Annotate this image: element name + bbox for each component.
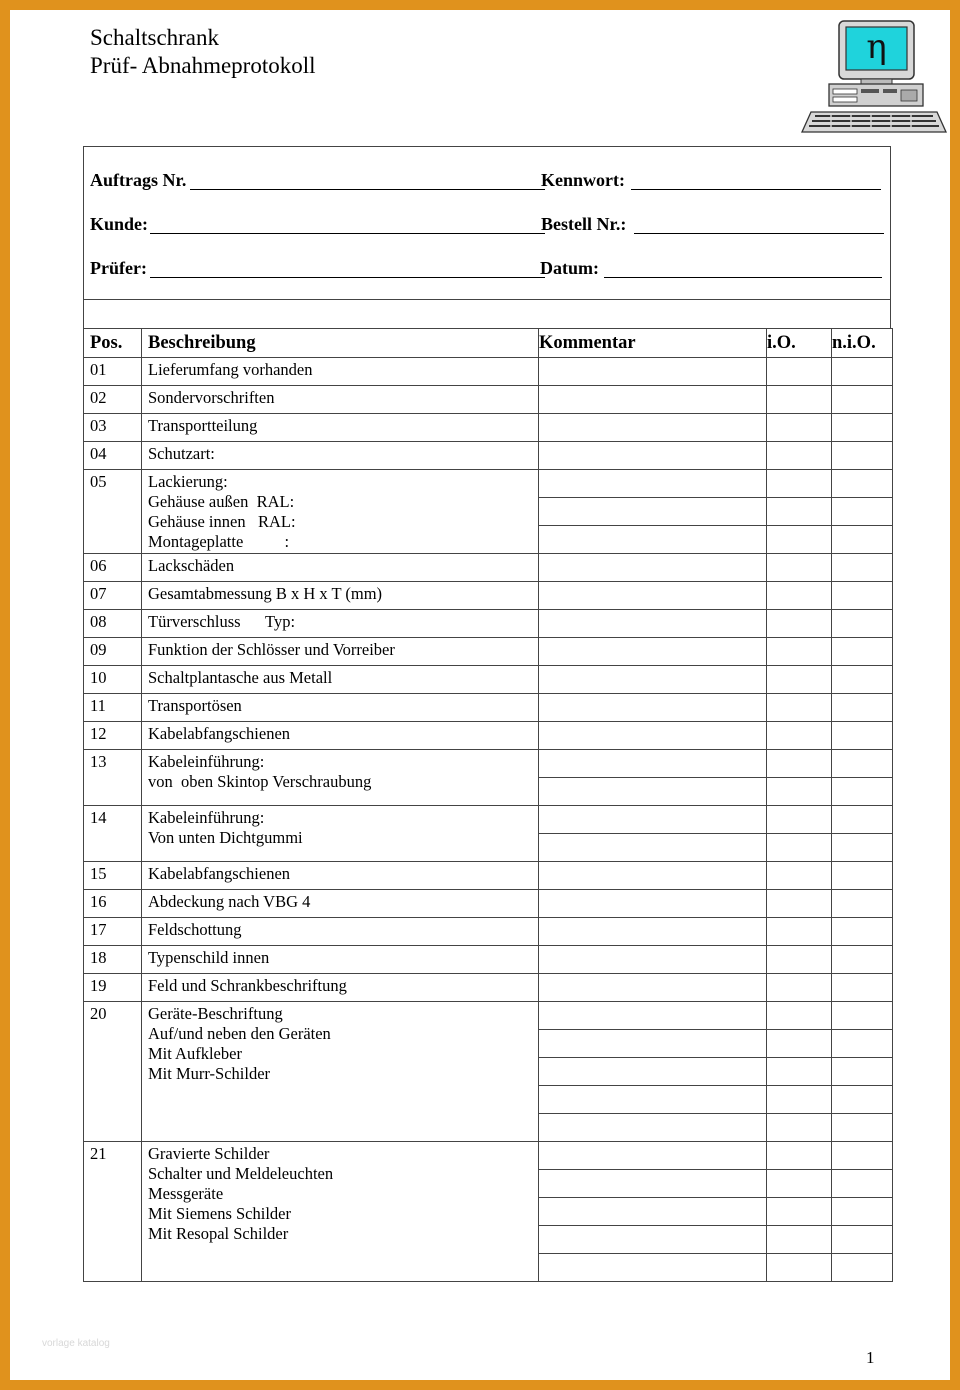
description-line: Kabeleinführung: — [148, 752, 265, 771]
table-row — [84, 694, 893, 722]
kommentar-cell[interactable] — [539, 806, 767, 834]
table-row — [84, 862, 893, 890]
kommentar-cell[interactable] — [539, 750, 767, 778]
title-line-1: Schaltschrank — [90, 25, 220, 50]
nio-checkbox-cell[interactable] — [832, 1114, 893, 1142]
nio-checkbox-cell[interactable] — [832, 582, 893, 610]
kommentar-cell[interactable] — [539, 974, 767, 1002]
io-checkbox-cell[interactable] — [767, 806, 832, 834]
nio-checkbox-cell[interactable] — [832, 946, 893, 974]
pruefer-field[interactable] — [90, 258, 545, 284]
kommentar-cell[interactable] — [539, 386, 767, 414]
description-cell — [142, 666, 539, 694]
pos-cell: 19 — [84, 974, 142, 1002]
nio-checkbox-cell[interactable] — [832, 498, 893, 526]
description-line: Sondervorschriften — [148, 388, 275, 407]
kommentar-cell[interactable] — [539, 582, 767, 610]
title-line-2: Prüf- Abnahmeprotokoll — [90, 53, 316, 78]
kommentar-cell[interactable] — [539, 694, 767, 722]
bestell-nr-label: Bestell Nr.: — [541, 214, 627, 234]
datum-line — [604, 277, 882, 278]
io-checkbox-cell[interactable] — [767, 750, 832, 778]
kunde-label: Kunde: — [90, 214, 149, 234]
kommentar-cell[interactable] — [539, 862, 767, 890]
nio-checkbox-cell[interactable] — [832, 974, 893, 1002]
table-body — [84, 358, 893, 1282]
description-line: Mit Aufkleber — [148, 1044, 242, 1063]
description-cell — [142, 386, 539, 414]
bestell-nr-field[interactable] — [541, 214, 884, 240]
io-checkbox-cell[interactable] — [767, 1002, 832, 1030]
pruefer-label: Prüfer: — [90, 258, 147, 278]
description-line: Mit Resopal Schilder — [148, 1224, 289, 1243]
description-line: Abdeckung nach VBG 4 — [148, 892, 311, 911]
table-row — [84, 554, 893, 582]
nio-checkbox-cell[interactable] — [832, 358, 893, 386]
nio-checkbox-cell[interactable] — [832, 834, 893, 862]
pos-cell: 07 — [84, 582, 142, 610]
description-line: Messgeräte — [148, 1184, 224, 1203]
eta-glyph: η — [866, 27, 887, 67]
nio-checkbox-cell[interactable] — [832, 386, 893, 414]
nio-checkbox-cell[interactable] — [832, 1226, 893, 1254]
kommentar-cell[interactable] — [539, 554, 767, 582]
pos-cell: 10 — [84, 666, 142, 694]
pos-cell: 08 — [84, 610, 142, 638]
nio-checkbox-cell[interactable] — [832, 918, 893, 946]
io-checkbox-cell[interactable] — [767, 834, 832, 862]
kommentar-cell[interactable] — [539, 1170, 767, 1198]
io-checkbox-cell[interactable] — [767, 1114, 832, 1142]
io-checkbox-cell[interactable] — [767, 722, 832, 750]
description-line: Transportteilung — [148, 416, 258, 435]
table-header-row — [84, 329, 893, 358]
description-cell — [142, 638, 539, 666]
pos-cell: 14 — [84, 806, 142, 862]
description-cell — [142, 358, 539, 386]
pos-cell: 04 — [84, 442, 142, 470]
description-line: Schalter und Meldeleuchten — [148, 1164, 334, 1183]
pruefer-line — [150, 277, 545, 278]
kommentar-cell[interactable] — [539, 1142, 767, 1170]
description-line: von oben Skintop Verschraubung — [148, 772, 372, 791]
io-checkbox-cell[interactable] — [767, 918, 832, 946]
description-cell — [142, 750, 539, 806]
io-checkbox-cell[interactable] — [767, 974, 832, 1002]
kommentar-cell[interactable] — [539, 1198, 767, 1226]
io-checkbox-cell[interactable] — [767, 498, 832, 526]
description-line: Von unten Dichtgummi — [148, 828, 303, 847]
nio-checkbox-cell[interactable] — [832, 666, 893, 694]
datum-field[interactable] — [540, 258, 882, 284]
io-checkbox-cell[interactable] — [767, 1226, 832, 1254]
kommentar-cell[interactable] — [539, 498, 767, 526]
nio-checkbox-cell[interactable] — [832, 1198, 893, 1226]
kommentar-cell[interactable] — [539, 442, 767, 470]
pos-cell: 21 — [84, 1142, 142, 1282]
nio-checkbox-cell[interactable] — [832, 442, 893, 470]
nio-checkbox-cell[interactable] — [832, 1254, 893, 1282]
kommentar-cell[interactable] — [539, 834, 767, 862]
kommentar-cell[interactable] — [539, 470, 767, 498]
description-line: Mit Siemens Schilder — [148, 1204, 291, 1223]
description-line: Funktion der Schlösser und Vorreiber — [148, 640, 395, 659]
pos-cell: 05 — [84, 470, 142, 554]
description-line: Montageplatte : — [148, 532, 290, 551]
description-cell — [142, 1002, 539, 1142]
nio-checkbox-cell[interactable] — [832, 778, 893, 806]
kommentar-cell[interactable] — [539, 946, 767, 974]
table-row — [84, 666, 893, 694]
kennwort-label: Kennwort: — [541, 170, 625, 190]
pos-cell: 01 — [84, 358, 142, 386]
description-line: Kabeleinführung: — [148, 808, 265, 827]
header-spacer — [83, 299, 891, 329]
kommentar-cell[interactable] — [539, 666, 767, 694]
description-cell — [142, 610, 539, 638]
nio-checkbox-cell[interactable] — [832, 806, 893, 834]
description-line: Transportösen — [148, 696, 242, 715]
io-checkbox-cell[interactable] — [767, 890, 832, 918]
table-row — [84, 1002, 893, 1030]
io-checkbox-cell[interactable] — [767, 694, 832, 722]
description-cell — [142, 442, 539, 470]
pos-cell: 11 — [84, 694, 142, 722]
description-line: Kabelabfangschienen — [148, 724, 291, 743]
order-info-box — [83, 146, 891, 300]
table-row — [84, 638, 893, 666]
kommentar-cell[interactable] — [539, 526, 767, 554]
io-checkbox-cell[interactable] — [767, 414, 832, 442]
kennwort-field[interactable] — [541, 170, 881, 196]
auftrags-nr-field[interactable] — [90, 170, 545, 196]
description-cell — [142, 890, 539, 918]
kennwort-line — [631, 189, 881, 190]
io-checkbox-cell[interactable] — [767, 470, 832, 498]
description-line: Kabelabfangschienen — [148, 864, 291, 883]
io-checkbox-cell[interactable] — [767, 358, 832, 386]
kommentar-cell[interactable] — [539, 1058, 767, 1086]
kunde-line — [150, 233, 545, 234]
pos-cell: 13 — [84, 750, 142, 806]
table-row — [84, 974, 893, 1002]
nio-checkbox-cell[interactable] — [832, 526, 893, 554]
datum-label: Datum: — [540, 258, 599, 278]
description-line: Gesamtabmessung B x H x T (mm) — [148, 584, 383, 603]
description-line: Gravierte Schilder — [148, 1144, 270, 1163]
description-cell — [142, 694, 539, 722]
description-line: Schutzart: — [148, 444, 215, 463]
pos-cell: 17 — [84, 918, 142, 946]
pos-cell: 03 — [84, 414, 142, 442]
col-header-kommentar: Kommentar — [539, 329, 767, 358]
table-row — [84, 582, 893, 610]
bestell-nr-line — [634, 233, 884, 234]
description-cell — [142, 946, 539, 974]
description-line: Geräte-Beschriftung — [148, 1004, 283, 1023]
pos-cell: 16 — [84, 890, 142, 918]
io-checkbox-cell[interactable] — [767, 862, 832, 890]
description-cell — [142, 918, 539, 946]
document-title — [90, 24, 316, 80]
nio-checkbox-cell[interactable] — [832, 862, 893, 890]
nio-checkbox-cell[interactable] — [832, 1170, 893, 1198]
io-checkbox-cell[interactable] — [767, 1086, 832, 1114]
table-row — [84, 946, 893, 974]
kommentar-cell[interactable] — [539, 358, 767, 386]
description-line: Lieferumfang vorhanden — [148, 360, 313, 379]
description-cell — [142, 1142, 539, 1282]
description-cell — [142, 582, 539, 610]
checklist-table — [83, 328, 893, 1282]
pos-cell: 15 — [84, 862, 142, 890]
io-checkbox-cell[interactable] — [767, 1198, 832, 1226]
kommentar-cell[interactable] — [539, 890, 767, 918]
kommentar-cell[interactable] — [539, 1086, 767, 1114]
io-checkbox-cell[interactable] — [767, 610, 832, 638]
nio-checkbox-cell[interactable] — [832, 470, 893, 498]
kommentar-cell[interactable] — [539, 1254, 767, 1282]
table-row — [84, 358, 893, 386]
table-row — [84, 470, 893, 498]
nio-checkbox-cell[interactable] — [832, 750, 893, 778]
watermark: vorlage katalog — [42, 1338, 110, 1349]
description-line: Türverschluss Typ: — [148, 612, 296, 631]
col-header-beschreibung: Beschreibung — [142, 329, 539, 358]
description-cell — [142, 806, 539, 862]
nio-checkbox-cell[interactable] — [832, 1002, 893, 1030]
description-cell — [142, 722, 539, 750]
io-checkbox-cell[interactable] — [767, 1142, 832, 1170]
kommentar-cell[interactable] — [539, 918, 767, 946]
col-header-nio: n.i.O. — [832, 329, 893, 358]
nio-checkbox-cell[interactable] — [832, 890, 893, 918]
description-line: Typenschild innen — [148, 948, 270, 967]
nio-checkbox-cell[interactable] — [832, 722, 893, 750]
io-checkbox-cell[interactable] — [767, 582, 832, 610]
nio-checkbox-cell[interactable] — [832, 610, 893, 638]
io-checkbox-cell[interactable] — [767, 638, 832, 666]
description-line: Gehäuse innen RAL: — [148, 512, 296, 531]
io-checkbox-cell[interactable] — [767, 526, 832, 554]
pos-cell: 06 — [84, 554, 142, 582]
description-line: Gehäuse außen RAL: — [148, 492, 295, 511]
pos-cell: 09 — [84, 638, 142, 666]
nio-checkbox-cell[interactable] — [832, 1030, 893, 1058]
kommentar-cell[interactable] — [539, 414, 767, 442]
description-line: Feld und Schrankbeschriftung — [148, 976, 347, 995]
pos-cell: 12 — [84, 722, 142, 750]
col-header-io: i.O. — [767, 329, 832, 358]
description-cell — [142, 862, 539, 890]
io-checkbox-cell[interactable] — [767, 946, 832, 974]
description-cell — [142, 554, 539, 582]
description-cell — [142, 470, 539, 554]
table-row — [84, 1142, 893, 1170]
table-row — [84, 918, 893, 946]
io-checkbox-cell[interactable] — [767, 442, 832, 470]
auftrags-nr-label: Auftrags Nr. — [90, 170, 187, 190]
kommentar-cell[interactable] — [539, 610, 767, 638]
kommentar-cell[interactable] — [539, 1114, 767, 1142]
description-line: Mit Murr-Schilder — [148, 1064, 271, 1083]
description-line: Auf/und neben den Geräten — [148, 1024, 331, 1043]
nio-checkbox-cell[interactable] — [832, 554, 893, 582]
description-line: Feldschottung — [148, 920, 242, 939]
description-line: Schaltplantasche aus Metall — [148, 668, 333, 687]
table-row — [84, 386, 893, 414]
kommentar-cell[interactable] — [539, 1002, 767, 1030]
kommentar-cell[interactable] — [539, 1030, 767, 1058]
kunde-field[interactable] — [90, 214, 545, 240]
io-checkbox-cell[interactable] — [767, 386, 832, 414]
io-checkbox-cell[interactable] — [767, 554, 832, 582]
description-line: Lackierung: — [148, 472, 228, 491]
nio-checkbox-cell[interactable] — [832, 694, 893, 722]
table-row — [84, 806, 893, 834]
io-checkbox-cell[interactable] — [767, 666, 832, 694]
description-line: Lackschäden — [148, 556, 235, 575]
pos-cell: 18 — [84, 946, 142, 974]
pos-cell: 20 — [84, 1002, 142, 1142]
table-row — [84, 890, 893, 918]
table-row — [84, 414, 893, 442]
nio-checkbox-cell[interactable] — [832, 1142, 893, 1170]
table-row — [84, 722, 893, 750]
auftrags-nr-line — [190, 189, 545, 190]
kommentar-cell[interactable] — [539, 722, 767, 750]
io-checkbox-cell[interactable] — [767, 1058, 832, 1086]
nio-checkbox-cell[interactable] — [832, 1086, 893, 1114]
table-row — [84, 610, 893, 638]
col-header-pos: Pos. — [84, 329, 142, 358]
io-checkbox-cell[interactable] — [767, 778, 832, 806]
table-row — [84, 750, 893, 778]
description-cell — [142, 974, 539, 1002]
table-row — [84, 442, 893, 470]
kommentar-cell[interactable] — [539, 778, 767, 806]
io-checkbox-cell[interactable] — [767, 1170, 832, 1198]
kommentar-cell[interactable] — [539, 1226, 767, 1254]
page-number: 1 — [866, 1348, 875, 1367]
computer-eta-icon — [801, 20, 947, 136]
io-checkbox-cell[interactable] — [767, 1030, 832, 1058]
description-cell — [142, 414, 539, 442]
nio-checkbox-cell[interactable] — [832, 1058, 893, 1086]
pos-cell: 02 — [84, 386, 142, 414]
nio-checkbox-cell[interactable] — [832, 638, 893, 666]
nio-checkbox-cell[interactable] — [832, 414, 893, 442]
io-checkbox-cell[interactable] — [767, 1254, 832, 1282]
kommentar-cell[interactable] — [539, 638, 767, 666]
